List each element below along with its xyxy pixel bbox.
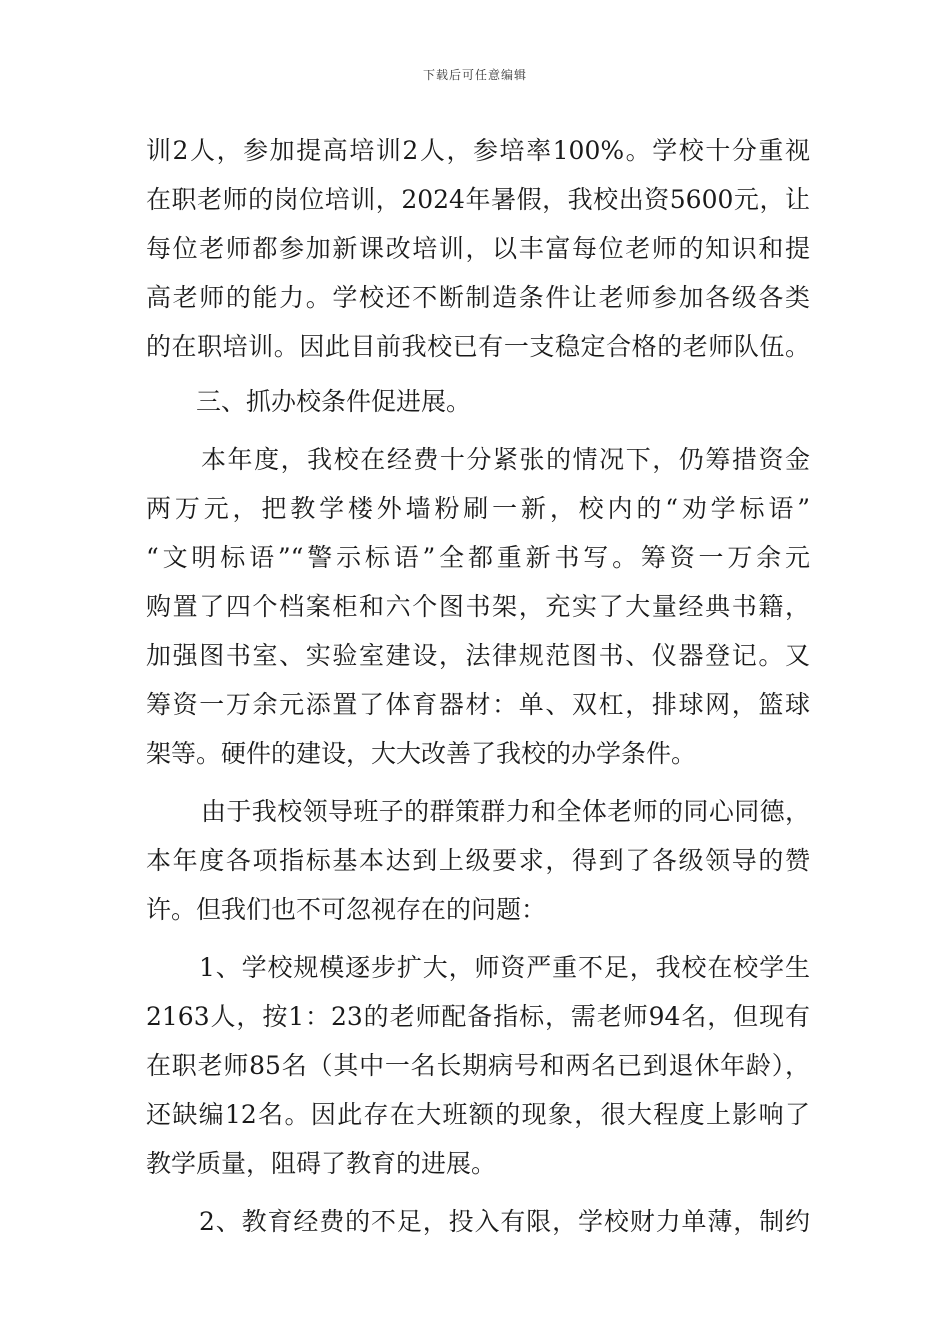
text-line: 训2人，参加提高培训2人，参培率100%。学校十分重视 [146,136,810,165]
text-line: 高老师的能力。学校还不断制造条件让老师参加各级各类 [146,283,810,312]
text-line: 本年度，我校在经费十分紧张的情况下，仍筹措资金 [201,445,810,474]
text-line: 1、学校规模逐步扩大，师资严重不足，我校在校学生 [199,953,810,982]
document-body [146,126,810,1246]
text-line: 加强图书室、实验室建设，法律规范图书、仪器登记。又 [146,641,810,670]
text-line: 在职老师85名（其中一名长期病号和两名已到退休年龄）， [146,1051,810,1080]
text-line: 的在职培训。因此目前我校已有一支稳定合格的老师队伍。 [146,332,810,361]
text-line: 两万元，把教学楼外墙粉刷一新，校内的“劝学标语” [146,494,810,523]
text-line: 教学质量，阻碍了教育的进展。 [146,1149,497,1178]
section-heading: 三、抓办校条件促进展。 [196,387,472,416]
text-line: 架等。硬件的建设，大大改善了我校的办学条件。 [146,739,697,768]
text-line: 购置了四个档案柜和六个图书架，充实了大量经典书籍， [146,592,810,621]
paragraph-problem-1 [146,943,810,1188]
text-line: “文明标语”“警示标语”全都重新书写。筹资一万余元 [146,543,810,572]
paragraph-achievements [146,787,810,934]
paragraph-school-conditions [146,435,810,778]
text-line: 本年度各项指标基本达到上级要求，得到了各级领导的赞 [146,846,810,875]
text-line: 在职老师的岗位培训，2024年暑假，我校出资5600元，让 [146,185,810,214]
text-line: 还缺编12名。因此存在大班额的现象，很大程度上影响了 [146,1100,810,1129]
paragraph-teacher-training [146,126,810,371]
text-line: 2、教育经费的不足，投入有限，学校财力单薄，制约 [199,1207,810,1236]
text-line: 2163人，按1：23的老师配备指标，需老师94名，但现有 [146,1002,810,1031]
text-line: 由于我校领导班子的群策群力和全体老师的同心同德， [201,797,810,826]
text-line: 许。但我们也不可忽视存在的问题： [146,895,547,924]
paragraph-problem-2 [146,1197,810,1246]
page-header: 下载后可任意编辑 [422,68,527,82]
text-line: 筹资一万余元添置了体育器材：单、双杠，排球网，篮球 [146,690,810,719]
text-line: 每位老师都参加新课改培训，以丰富每位老师的知识和提 [146,234,810,263]
